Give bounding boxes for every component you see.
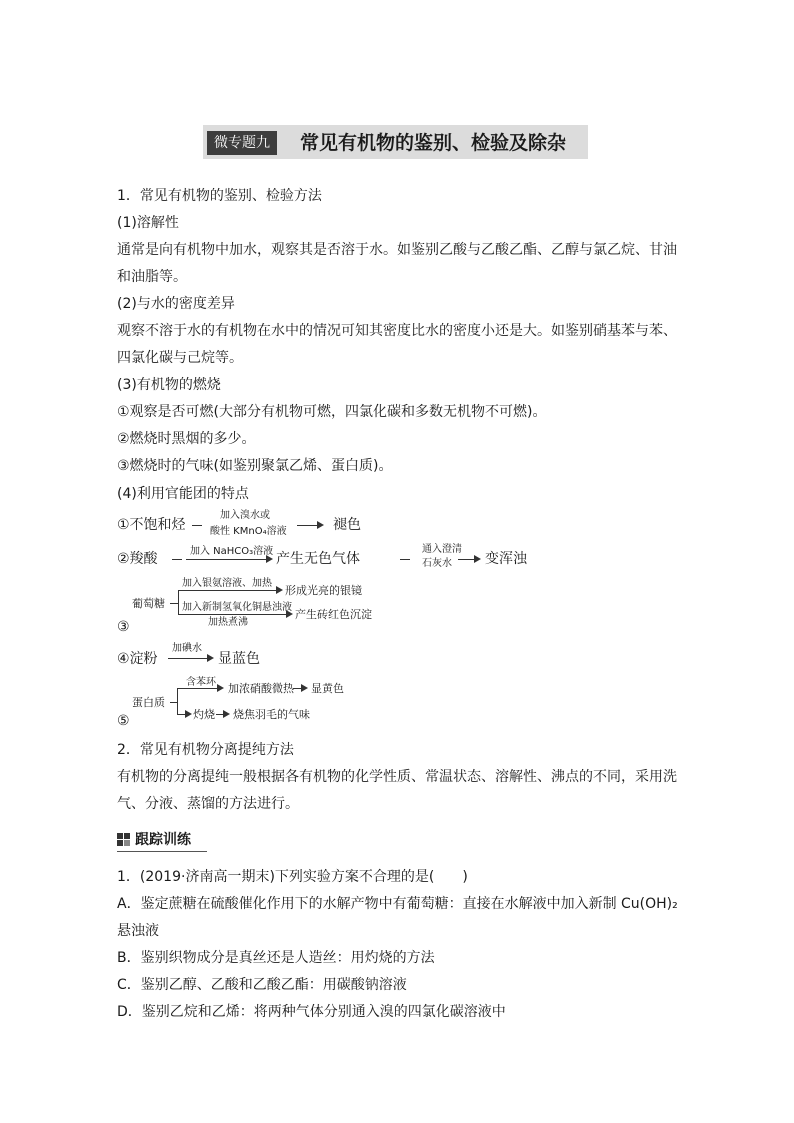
list-item: ①观察是否可燃(大部分有机物可燃，四氯化碳和多数无机物不可燃)。 [117,404,547,420]
reaction-5-subject: 蛋白质 [132,696,165,709]
branch-line [178,590,276,591]
reaction-2-condition: 加入 NaHCO₃溶液 [190,546,274,557]
branch-stem [170,702,177,703]
reaction-5-step-2: 灼烧 [193,708,215,721]
reaction-2-intermediate: 产生无色气体 [276,551,360,567]
branch-bracket [178,590,179,614]
paragraph-line: 观察不溶于水的有机物在水中的情况可知其密度比水的密度小还是大。如鉴别硝基苯与苯、 [117,323,677,339]
reaction-5-result-1: 显黄色 [311,682,344,695]
section-marker-icon [117,833,130,846]
section-heading-2: 2．常见有机物分离提纯方法 [117,742,294,758]
option-c: C．鉴别乙醇、乙酸和乙酸乙酯：用碳酸钠溶液 [117,977,407,993]
reaction-1-result: 褪色 [333,517,361,533]
reaction-5-condition: 含苯环 [186,677,216,688]
practice-underline [117,851,207,852]
arrow-head [217,684,224,692]
arrow-head [185,710,192,718]
arrow-segment [400,559,410,560]
reaction-2-condition2-bottom: 石灰水 [422,558,452,569]
reaction-3-number: ③ [117,619,130,635]
question-1: 1．(2019·济南高一期末)下列实验方案不合理的是( ) [117,869,468,885]
reaction-4-condition: 加碘水 [172,643,202,654]
arrow-segment [186,559,266,560]
reaction-1-condition-bottom: 酸性 KMnO₄溶液 [210,526,287,537]
paragraph-line: 四氯化碳与己烷等。 [117,350,243,366]
arrow-head [276,586,283,594]
arrow-head [474,555,481,563]
reaction-3-result-1: 形成光亮的银镜 [285,584,362,597]
reaction-1-condition-top: 加入溴水或 [220,510,270,521]
arrow-head [223,710,230,718]
paragraph-line: 气、分液、蒸馏的方法进行。 [117,796,299,812]
reaction-5-step-1: 加浓硝酸微热 [228,682,294,695]
section-heading-1: 1．常见有机物的鉴别、检验方法 [117,188,322,204]
practice-heading: 跟踪训练 [135,832,191,848]
paragraph-line: 通常是向有机物中加水，观察其是否溶于水。如鉴别乙酸与乙酸乙酯、乙醇与氯乙烷、甘油 [117,242,677,258]
reaction-2-result: 变浑浊 [485,551,527,567]
arrow-head [207,654,214,662]
reaction-3-subject: 葡萄糖 [132,597,165,610]
arrow-head [317,521,324,529]
arrow-segment [172,559,182,560]
option-b: B．鉴别织物成分是真丝还是人造丝：用灼烧的方法 [117,950,435,966]
reaction-5-number: ⑤ [117,713,130,729]
subheading-combustion: (3)有机物的燃烧 [117,377,221,393]
paragraph-line: 有机物的分离提纯一般根据各有机物的化学性质、常温状态、溶解性、沸点的不同，采用洗 [117,769,677,785]
subheading-density: (2)与水的密度差异 [117,296,235,312]
arrow-segment [297,525,317,526]
reaction-5-result-2: 烧焦羽毛的气味 [233,708,310,721]
option-a-continued: 悬浊液 [117,923,159,939]
arrow-head [266,555,273,563]
subheading-solubility: (1)溶解性 [117,215,179,231]
arrow-segment [458,559,474,560]
branch-stem [170,603,178,604]
topic-tag: 微专题九 [207,131,277,155]
arrow-segment [293,688,301,689]
reaction-3-condition-2-top: 加入新制氢氧化铜悬浊液 [182,602,292,613]
arrow-segment [192,525,202,526]
arrow-head [301,684,308,692]
list-item: ②燃烧时黑烟的多少。 [117,431,256,447]
paragraph-line: 和油脂等。 [117,269,187,285]
reaction-2-condition2-top: 通入澄清 [422,544,462,555]
reaction-3-result-2: 产生砖红色沉淀 [295,608,372,621]
arrow-segment [168,658,208,659]
subheading-functional-groups: (4)利用官能团的特点 [117,486,249,502]
option-a: A．鉴定蔗糖在硫酸催化作用下的水解产物中有葡萄糖：直接在水解液中加入新制 Cu(OH)₂ [117,896,678,912]
list-item: ③燃烧时的气味(如鉴别聚氯乙烯、蛋白质)。 [117,458,393,474]
reaction-4-result: 显蓝色 [218,651,260,667]
reaction-2-label: ②羧酸 [117,551,158,567]
branch-bracket [177,688,178,714]
option-d: D．鉴别乙烷和乙烯：将两种气体分别通入溴的四氯化碳溶液中 [117,1004,506,1020]
reaction-4-label: ④淀粉 [117,651,158,667]
reaction-3-condition-2-bottom: 加热煮沸 [208,617,248,628]
reaction-3-condition-1: 加入银氨溶液、加热 [182,578,272,589]
branch-line [178,614,286,615]
reaction-1-label: ①不饱和烃 [117,517,186,533]
page-title: 常见有机物的鉴别、检验及除杂 [300,132,567,154]
